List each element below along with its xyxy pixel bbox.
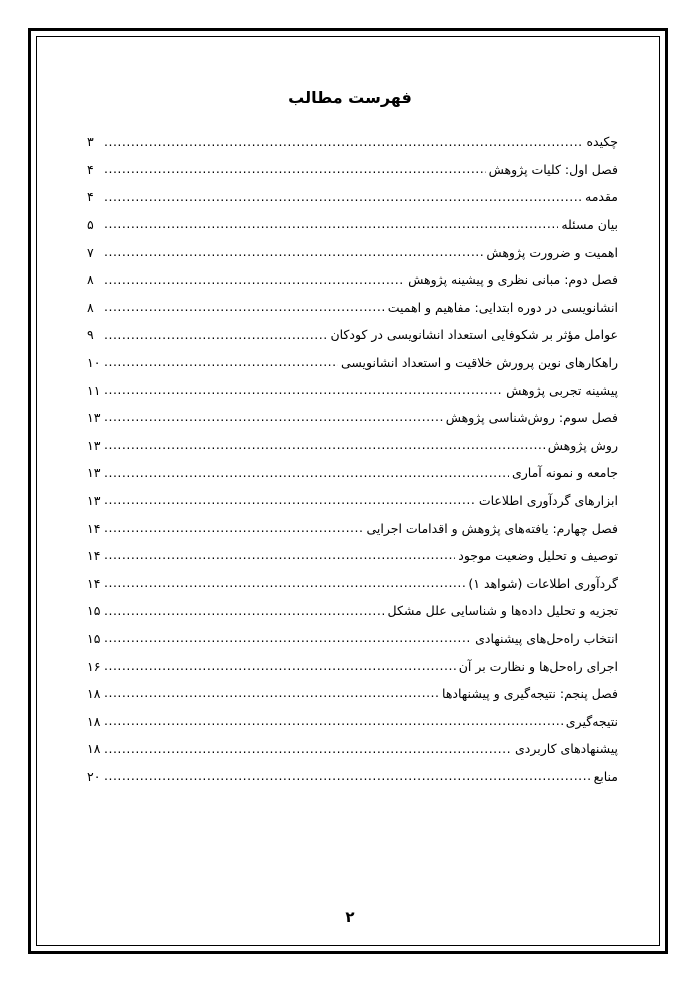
toc-entry-page: ۵ [87, 217, 94, 233]
table-of-contents [87, 128, 618, 790]
toc-entry-label: پیشینه تجربی پژوهش [506, 382, 618, 398]
toc-leader-dots [104, 715, 563, 728]
toc-leader-dots [104, 301, 385, 314]
toc-entry-label: عوامل مؤثر بر شکوفایی استعداد انشانویسی در کودکان [330, 327, 618, 343]
toc-entry [87, 183, 618, 211]
toc-entry-page: ۱۱ [87, 382, 101, 398]
toc-entry-label: ابزارهای گردآوری اطلاعات [478, 493, 618, 509]
toc-entry-label: فصل پنجم: نتیجه‌گیری و پیشنهادها [442, 686, 618, 702]
toc-entry-label: منابع [593, 768, 618, 784]
toc-entry-page: ۴ [87, 161, 94, 177]
toc-entry-label: فصل چهارم: یافته‌های پژوهش و اقدامات اجرایی [366, 520, 618, 536]
toc-entry [87, 376, 618, 404]
toc-entry-page: ۱۵ [87, 630, 101, 646]
toc-entry [87, 128, 618, 156]
toc-leader-dots [104, 329, 327, 342]
toc-entry-label: نتیجه‌گیری [565, 713, 618, 729]
toc-entry-page: ۱۴ [87, 575, 101, 591]
toc-entry-page: ۴ [87, 189, 94, 205]
toc-entry-page: ۱۳ [87, 465, 101, 481]
toc-entry [87, 432, 618, 460]
toc-entry [87, 542, 618, 570]
toc-entry-label: جامعه و نمونه آماری [511, 465, 618, 481]
toc-entry [87, 294, 618, 322]
toc-entry-page: ۸ [87, 272, 94, 288]
toc-leader-dots [104, 577, 465, 590]
toc-leader-dots [104, 770, 591, 783]
toc-entry [87, 652, 618, 680]
toc-entry [87, 156, 618, 184]
toc-entry-label: مقدمه [585, 189, 618, 205]
toc-leader-dots [104, 494, 476, 507]
toc-entry-label: فصل اول: کلیات پژوهش [488, 161, 618, 177]
toc-entry-label: اهمیت و ضرورت پژوهش [486, 244, 618, 260]
toc-entry-page: ۱۳ [87, 437, 101, 453]
toc-leader-dots [104, 660, 456, 673]
toc-leader-dots [104, 136, 583, 149]
toc-entry-label: گردآوری اطلاعات (شواهد ۱) [468, 575, 618, 591]
toc-leader-dots [104, 522, 363, 535]
toc-leader-dots [104, 246, 483, 259]
toc-entry-page: ۱۴ [87, 548, 101, 564]
toc-entry-label: انشانویسی در دوره ابتدایی: مفاهیم و اهمیت [387, 299, 618, 315]
toc-entry-page: ۸ [87, 299, 94, 315]
toc-entry-page: ۱۵ [87, 603, 101, 619]
toc-leader-dots [104, 191, 582, 204]
toc-entry [87, 735, 618, 763]
toc-entry [87, 487, 618, 515]
toc-leader-dots [104, 632, 472, 645]
page-number: ۲ [345, 908, 355, 926]
toc-entry-label: فصل سوم: روش‌شناسی پژوهش [445, 410, 618, 426]
toc-leader-dots [104, 467, 509, 480]
toc-entry-label: تجزیه و تحلیل داده‌ها و شناسایی علل مشکل [387, 603, 618, 619]
toc-leader-dots [104, 274, 405, 287]
toc-leader-dots [104, 163, 486, 176]
page-title: فهرست مطالب [288, 88, 412, 107]
toc-entry-page: ۱۴ [87, 520, 101, 536]
toc-entry [87, 514, 618, 542]
toc-entry-label: توصیف و تحلیل وضعیت موجود [458, 548, 618, 564]
toc-leader-dots [104, 439, 545, 452]
toc-entry-label: راهکارهای نوین پرورش خلاقیت و استعداد انشانویسی [340, 355, 618, 371]
toc-entry-page: ۱۸ [87, 741, 101, 757]
toc-entry-label: بیان مسئله [561, 217, 618, 233]
toc-entry [87, 211, 618, 239]
toc-leader-dots [104, 356, 338, 369]
toc-entry [87, 321, 618, 349]
toc-entry-page: ۱۸ [87, 686, 101, 702]
toc-entry-label: پیشنهادهای کاربردی [515, 741, 618, 757]
toc-entry-page: ۱۶ [87, 658, 101, 674]
toc-entry-label: انتخاب راه‌حل‌های پیشنهادی [475, 630, 618, 646]
toc-entry-page: ۱۳ [87, 493, 101, 509]
toc-leader-dots [104, 743, 512, 756]
toc-entry [87, 707, 618, 735]
toc-entry [87, 266, 618, 294]
toc-entry-label: فصل دوم: مبانی نظری و پیشینه پژوهش [408, 272, 618, 288]
toc-entry [87, 570, 618, 598]
toc-leader-dots [104, 549, 455, 562]
toc-entry [87, 597, 618, 625]
toc-entry [87, 238, 618, 266]
toc-entry-page: ۳ [87, 134, 94, 150]
toc-entry-page: ۱۳ [87, 410, 101, 426]
toc-entry-label: چکیده [586, 134, 618, 150]
toc-entry-page: ۷ [87, 244, 94, 260]
toc-entry-page: ۱۰ [87, 355, 101, 371]
toc-entry [87, 763, 618, 791]
toc-entry-page: ۹ [87, 327, 94, 343]
toc-leader-dots [104, 687, 439, 700]
toc-leader-dots [104, 218, 558, 231]
toc-leader-dots [104, 411, 443, 424]
toc-entry [87, 680, 618, 708]
toc-leader-dots [104, 384, 503, 397]
toc-entry [87, 404, 618, 432]
toc-entry [87, 625, 618, 653]
toc-entry [87, 459, 618, 487]
toc-entry-label: اجرای راه‌حل‌ها و نظارت بر آن [458, 658, 618, 674]
toc-entry-label: روش پژوهش [547, 437, 618, 453]
toc-leader-dots [104, 605, 384, 618]
toc-entry-page: ۲۰ [87, 768, 101, 784]
toc-entry-page: ۱۸ [87, 713, 101, 729]
toc-entry [87, 349, 618, 377]
